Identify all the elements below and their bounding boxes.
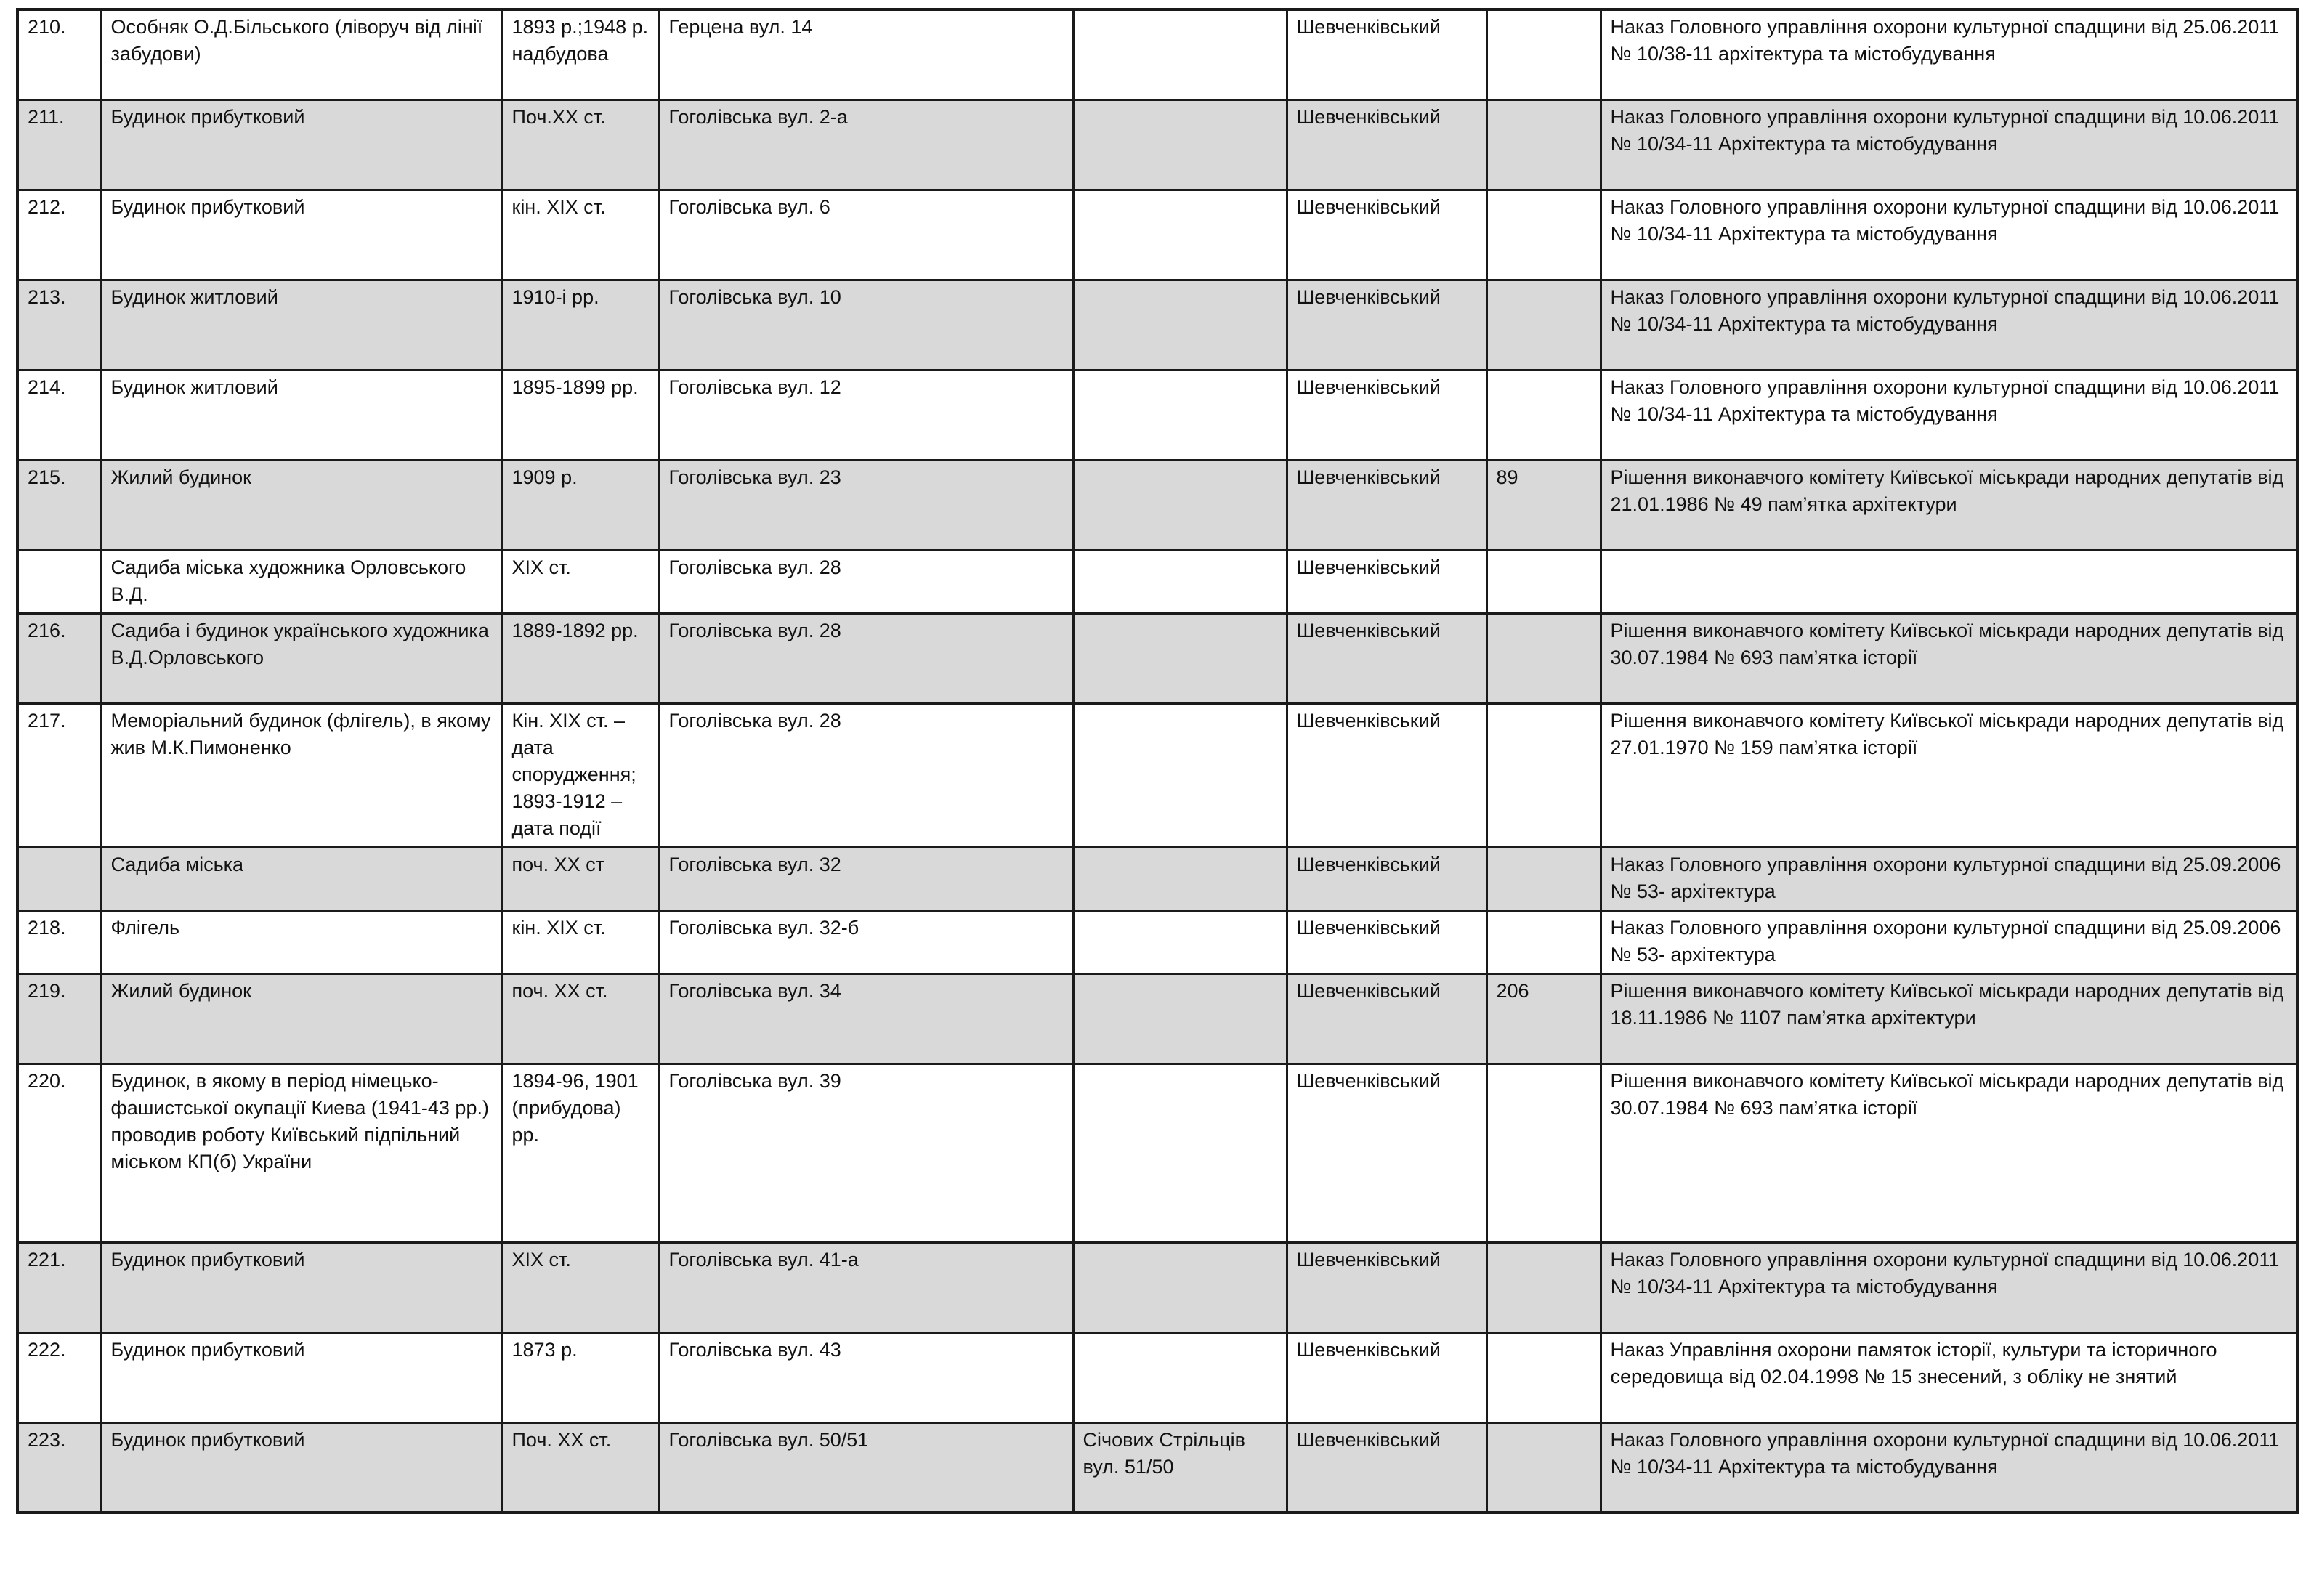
cell-name: Будинок житловий bbox=[101, 370, 502, 460]
cell-date: 1893 р.;1948 р. надбудова bbox=[502, 9, 659, 100]
cell-date: кін. ХІХ ст. bbox=[502, 910, 659, 973]
cell-code bbox=[1486, 613, 1601, 703]
cell-code bbox=[1486, 370, 1601, 460]
cell-date: 1895-1899 рр. bbox=[502, 370, 659, 460]
cell-address2 bbox=[1073, 370, 1287, 460]
cell-document: Рішення виконавчого комітету Київської міськради народних депутатів від 30.07.1984 № 693 пам’ятка історії bbox=[1601, 1064, 2297, 1242]
cell-name: Жилий будинок bbox=[101, 460, 502, 550]
cell-code bbox=[1486, 190, 1601, 280]
cell-address2 bbox=[1073, 460, 1287, 550]
cell-num: 220. bbox=[17, 1064, 101, 1242]
table-row bbox=[17, 973, 2297, 1064]
cell-district: Шевченківський bbox=[1287, 190, 1486, 280]
cell-district: Шевченківський bbox=[1287, 613, 1486, 703]
cell-address: Гоголівська вул. 28 bbox=[659, 613, 1073, 703]
cell-district: Шевченківський bbox=[1287, 9, 1486, 100]
cell-district: Шевченківський bbox=[1287, 1242, 1486, 1332]
cell-address2 bbox=[1073, 9, 1287, 100]
cell-address2: Січових Стрільців вул. 51/50 bbox=[1073, 1422, 1287, 1512]
table-row bbox=[17, 703, 2297, 847]
cell-date: кін. ХІХ ст. bbox=[502, 190, 659, 280]
cell-address: Гоголівська вул. 10 bbox=[659, 280, 1073, 370]
cell-num: 221. bbox=[17, 1242, 101, 1332]
cell-district: Шевченківський bbox=[1287, 1332, 1486, 1422]
cell-address: Герцена вул. 14 bbox=[659, 9, 1073, 100]
cell-district: Шевченківський bbox=[1287, 370, 1486, 460]
cell-document: Рішення виконавчого комітету Київської міськради народних депутатів від 30.07.1984 № 693 пам’ятка історії bbox=[1601, 613, 2297, 703]
cell-name: Будинок прибутковий bbox=[101, 1242, 502, 1332]
cell-district: Шевченківський bbox=[1287, 1064, 1486, 1242]
cell-address: Гоголівська вул. 32 bbox=[659, 847, 1073, 910]
cell-address: Гоголівська вул. 28 bbox=[659, 703, 1073, 847]
monuments-table bbox=[16, 8, 2299, 1514]
cell-district: Шевченківський bbox=[1287, 280, 1486, 370]
cell-code: 89 bbox=[1486, 460, 1601, 550]
cell-num: 214. bbox=[17, 370, 101, 460]
cell-date: Поч.ХХ ст. bbox=[502, 100, 659, 190]
cell-address: Гоголівська вул. 28 bbox=[659, 550, 1073, 613]
cell-address2 bbox=[1073, 100, 1287, 190]
cell-num bbox=[17, 847, 101, 910]
cell-address: Гоголівська вул. 12 bbox=[659, 370, 1073, 460]
cell-num: 211. bbox=[17, 100, 101, 190]
cell-date: ХІХ ст. bbox=[502, 550, 659, 613]
cell-document: Наказ Головного управління охорони культурної спадщини від 10.06.2011 № 10/34-11 Архітектура та містобудування bbox=[1601, 190, 2297, 280]
table-row bbox=[17, 1242, 2297, 1332]
cell-date: ХІХ ст. bbox=[502, 1242, 659, 1332]
cell-num: 216. bbox=[17, 613, 101, 703]
cell-address2 bbox=[1073, 703, 1287, 847]
cell-address: Гоголівська вул. 50/51 bbox=[659, 1422, 1073, 1512]
cell-num: 212. bbox=[17, 190, 101, 280]
cell-district: Шевченківський bbox=[1287, 460, 1486, 550]
cell-name: Флігель bbox=[101, 910, 502, 973]
cell-code bbox=[1486, 1332, 1601, 1422]
cell-district: Шевченківський bbox=[1287, 703, 1486, 847]
table-row bbox=[17, 847, 2297, 910]
cell-document bbox=[1601, 550, 2297, 613]
cell-document: Наказ Головного управління охорони культурної спадщини від 10.06.2011 № 10/34-11 Архітектура та містобудування bbox=[1601, 280, 2297, 370]
cell-name: Садиба і будинок українського художника В.Д.Орловського bbox=[101, 613, 502, 703]
cell-code bbox=[1486, 1422, 1601, 1512]
cell-district: Шевченківський bbox=[1287, 550, 1486, 613]
cell-document: Рішення виконавчого комітету Київської міськради народних депутатів від 21.01.1986 № 49 пам’ятка архітектури bbox=[1601, 460, 2297, 550]
cell-document: Наказ Головного управління охорони культурної спадщини від 25.06.2011 № 10/38-11 архітектура та містобудування bbox=[1601, 9, 2297, 100]
table-row bbox=[17, 190, 2297, 280]
cell-date: Кін. ХІХ ст. – дата спорудження; 1893-1912 – дата події bbox=[502, 703, 659, 847]
cell-address: Гоголівська вул. 2-а bbox=[659, 100, 1073, 190]
cell-document: Рішення виконавчого комітету Київської міськради народних депутатів від 27.01.1970 № 159 пам’ятка історії bbox=[1601, 703, 2297, 847]
cell-document: Рішення виконавчого комітету Київської міськради народних депутатів від 18.11.1986 № 1107 пам’ятка архітектури bbox=[1601, 973, 2297, 1064]
cell-date: 1910-і рр. bbox=[502, 280, 659, 370]
cell-document: Наказ Головного управління охорони культурної спадщини від 10.06.2011 № 10/34-11 Архітектура та містобудування bbox=[1601, 100, 2297, 190]
table-row bbox=[17, 9, 2297, 100]
cell-address: Гоголівська вул. 32-б bbox=[659, 910, 1073, 973]
cell-date: Поч. ХХ ст. bbox=[502, 1422, 659, 1512]
cell-address2 bbox=[1073, 1242, 1287, 1332]
cell-date: поч. ХХ ст. bbox=[502, 973, 659, 1064]
cell-district: Шевченківський bbox=[1287, 100, 1486, 190]
cell-date: 1894-96, 1901 (прибудова) рр. bbox=[502, 1064, 659, 1242]
cell-document: Наказ Головного управління охорони культурної спадщини від 25.09.2006 № 53- архітектура bbox=[1601, 847, 2297, 910]
cell-num: 210. bbox=[17, 9, 101, 100]
cell-document: Наказ Головного управління охорони культурної спадщини від 10.06.2011 № 10/34-11 Архітектура та містобудування bbox=[1601, 1242, 2297, 1332]
cell-code bbox=[1486, 100, 1601, 190]
cell-date: 1909 р. bbox=[502, 460, 659, 550]
cell-name: Будинок житловий bbox=[101, 280, 502, 370]
cell-document: Наказ Головного управління охорони культурної спадщини від 10.06.2011 № 10/34-11 Архітектура та містобудування bbox=[1601, 370, 2297, 460]
cell-document: Наказ Головного управління охорони культурної спадщини від 10.06.2011 № 10/34-11 Архітектура та містобудування bbox=[1601, 1422, 2297, 1512]
cell-code bbox=[1486, 1064, 1601, 1242]
cell-name: Садиба міська bbox=[101, 847, 502, 910]
table-row bbox=[17, 370, 2297, 460]
cell-address: Гоголівська вул. 39 bbox=[659, 1064, 1073, 1242]
cell-address2 bbox=[1073, 1064, 1287, 1242]
cell-name: Будинок прибутковий bbox=[101, 1332, 502, 1422]
cell-address: Гоголівська вул. 23 bbox=[659, 460, 1073, 550]
cell-name: Особняк О.Д.Більського (ліворуч від лінії забудови) bbox=[101, 9, 502, 100]
cell-address2 bbox=[1073, 1332, 1287, 1422]
cell-date: поч. ХХ ст bbox=[502, 847, 659, 910]
cell-name: Будинок прибутковий bbox=[101, 100, 502, 190]
cell-code bbox=[1486, 280, 1601, 370]
cell-address2 bbox=[1073, 280, 1287, 370]
cell-code bbox=[1486, 703, 1601, 847]
cell-address2 bbox=[1073, 847, 1287, 910]
cell-num: 219. bbox=[17, 973, 101, 1064]
cell-num: 217. bbox=[17, 703, 101, 847]
cell-address2 bbox=[1073, 910, 1287, 973]
cell-name: Жилий будинок bbox=[101, 973, 502, 1064]
cell-document: Наказ Управління охорони памяток історії, культури та історичного середовища від 02.04.1998 № 15 знесений, з обліку не знятий bbox=[1601, 1332, 2297, 1422]
cell-district: Шевченківський bbox=[1287, 1422, 1486, 1512]
cell-address2 bbox=[1073, 550, 1287, 613]
cell-district: Шевченківський bbox=[1287, 910, 1486, 973]
cell-name: Будинок прибутковий bbox=[101, 190, 502, 280]
cell-code bbox=[1486, 550, 1601, 613]
cell-num bbox=[17, 550, 101, 613]
cell-address: Гоголівська вул. 41-а bbox=[659, 1242, 1073, 1332]
cell-document: Наказ Головного управління охорони культурної спадщини від 25.09.2006 № 53- архітектура bbox=[1601, 910, 2297, 973]
table-row bbox=[17, 100, 2297, 190]
cell-address2 bbox=[1073, 973, 1287, 1064]
table-row bbox=[17, 550, 2297, 613]
cell-code bbox=[1486, 847, 1601, 910]
cell-address2 bbox=[1073, 613, 1287, 703]
cell-num: 213. bbox=[17, 280, 101, 370]
table-row bbox=[17, 910, 2297, 973]
cell-num: 218. bbox=[17, 910, 101, 973]
table-row bbox=[17, 280, 2297, 370]
cell-num: 215. bbox=[17, 460, 101, 550]
cell-name: Будинок прибутковий bbox=[101, 1422, 502, 1512]
cell-address2 bbox=[1073, 190, 1287, 280]
cell-name: Садиба міська художника Орловського В.Д. bbox=[101, 550, 502, 613]
cell-address: Гоголівська вул. 43 bbox=[659, 1332, 1073, 1422]
cell-name: Меморіальний будинок (флігель), в якому жив М.К.Пимоненко bbox=[101, 703, 502, 847]
table-row bbox=[17, 460, 2297, 550]
cell-date: 1873 р. bbox=[502, 1332, 659, 1422]
cell-code: 206 bbox=[1486, 973, 1601, 1064]
cell-name: Будинок, в якому в період німецько-фашистської окупації Киева (1941-43 рр.) проводив роботу Київський підпільний міськом КП(б) України bbox=[101, 1064, 502, 1242]
cell-address: Гоголівська вул. 6 bbox=[659, 190, 1073, 280]
table-row bbox=[17, 1332, 2297, 1422]
cell-code bbox=[1486, 910, 1601, 973]
cell-date: 1889-1892 рр. bbox=[502, 613, 659, 703]
cell-district: Шевченківський bbox=[1287, 847, 1486, 910]
cell-num: 223. bbox=[17, 1422, 101, 1512]
cell-code bbox=[1486, 9, 1601, 100]
table-row bbox=[17, 1064, 2297, 1242]
cell-address: Гоголівська вул. 34 bbox=[659, 973, 1073, 1064]
cell-district: Шевченківський bbox=[1287, 973, 1486, 1064]
table-row bbox=[17, 613, 2297, 703]
cell-code bbox=[1486, 1242, 1601, 1332]
cell-num: 222. bbox=[17, 1332, 101, 1422]
table-row bbox=[17, 1422, 2297, 1512]
